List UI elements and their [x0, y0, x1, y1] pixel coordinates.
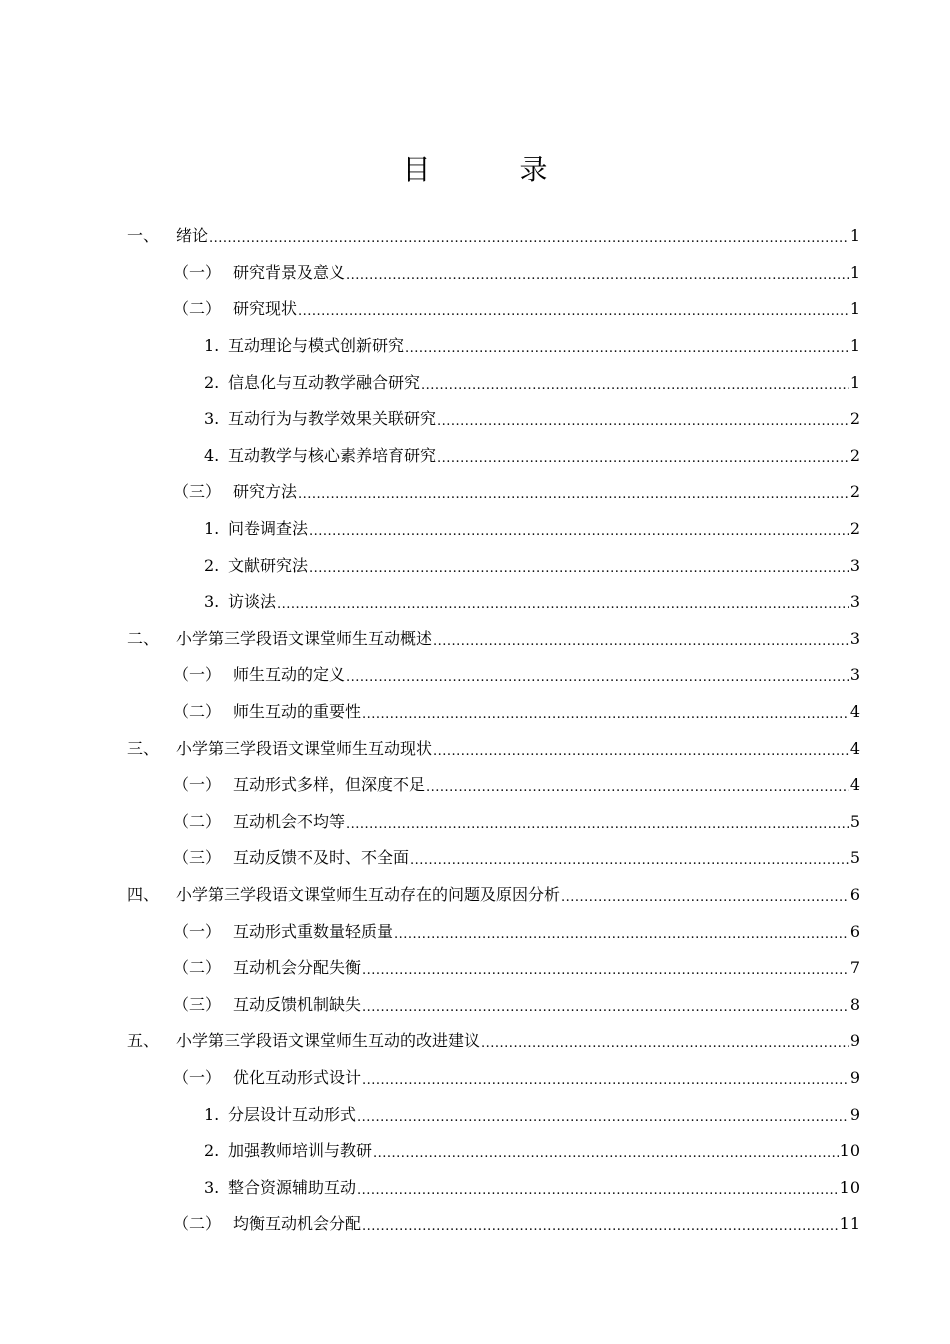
toc-entry[interactable] — [0, 840, 950, 877]
toc-entry-page-number: 11 — [839, 1214, 860, 1234]
toc-entry-label: 小学第三学段语文课堂师生互动存在的问题及原因分析 — [176, 884, 561, 904]
toc-entry-page-number: 6 — [849, 884, 860, 904]
toc-dot-leader — [561, 885, 849, 905]
toc-entry[interactable] — [0, 913, 950, 950]
toc-entry-number: 4. — [204, 445, 220, 465]
toc-entry-label: 绪论 — [176, 226, 209, 246]
toc-dot-leader — [405, 336, 849, 356]
toc-entry[interactable] — [0, 804, 950, 841]
toc-entry-label: 互动反馈机制缺失 — [233, 994, 362, 1014]
toc-entry-number: （二） — [173, 958, 222, 978]
toc-entry-page-number: 4 — [849, 738, 860, 758]
toc-entry-label: 互动机会不均等 — [233, 811, 346, 831]
toc-entry[interactable] — [0, 511, 950, 548]
toc-entry-number: 2. — [204, 555, 220, 575]
toc-entry[interactable] — [0, 657, 950, 694]
toc-entry-number: 1. — [204, 1104, 220, 1124]
toc-entry-page-number: 1 — [849, 262, 860, 282]
toc-entry-number: 3. — [204, 592, 220, 612]
toc-entry-label: 加强教师培训与教研 — [228, 1141, 373, 1161]
toc-entry-page-number: 2 — [849, 409, 860, 429]
toc-entry-number: 三、 — [127, 738, 160, 758]
toc-entry[interactable] — [0, 1060, 950, 1097]
toc-entry-label: 研究现状 — [233, 299, 298, 319]
toc-entry[interactable] — [0, 1206, 950, 1243]
toc-dot-leader — [362, 958, 849, 978]
toc-entry-page-number: 3 — [849, 628, 860, 648]
toc-entry-number: 2. — [204, 372, 220, 392]
toc-entry-label: 互动行为与教学效果关联研究 — [228, 409, 437, 429]
toc-entry-page-number: 4 — [849, 775, 860, 795]
toc-entry-page-number: 9 — [849, 1104, 860, 1124]
toc-entry[interactable] — [0, 986, 950, 1023]
toc-dot-leader — [277, 592, 849, 612]
toc-entry-page-number: 2 — [849, 445, 860, 465]
toc-dot-leader — [357, 1105, 849, 1125]
toc-dot-leader — [362, 702, 849, 722]
toc-entry-label: 小学第三学段语文课堂师生互动现状 — [176, 738, 433, 758]
toc-entry-number: （三） — [173, 482, 222, 502]
toc-entry-page-number: 10 — [839, 1177, 860, 1197]
toc-dot-leader — [309, 556, 849, 576]
toc-entry-number: （二） — [173, 1214, 222, 1234]
toc-entry-label: 优化互动形式设计 — [233, 1067, 362, 1087]
toc-entry[interactable] — [0, 255, 950, 292]
toc-entry[interactable] — [0, 1169, 950, 1206]
toc-entry[interactable] — [0, 401, 950, 438]
toc-entry-page-number: 2 — [849, 519, 860, 539]
toc-entry[interactable] — [0, 218, 950, 255]
toc-dot-leader — [481, 1031, 849, 1051]
toc-dot-leader — [298, 299, 849, 319]
toc-entry-page-number: 2 — [849, 482, 860, 502]
toc-dot-leader — [309, 519, 849, 539]
toc-dot-leader — [437, 409, 849, 429]
toc-entry[interactable] — [0, 767, 950, 804]
toc-entry[interactable] — [0, 694, 950, 731]
toc-entry-page-number: 3 — [849, 665, 860, 685]
toc-entry-page-number: 1 — [849, 336, 860, 356]
toc-entry-number: （二） — [173, 702, 222, 722]
toc-entry-number: （三） — [173, 994, 222, 1014]
toc-entry-number: （一） — [173, 1067, 222, 1087]
toc-entry-label: 研究方法 — [233, 482, 298, 502]
toc-entry-number: 1. — [204, 336, 220, 356]
toc-entry-number: （二） — [173, 299, 222, 319]
toc-entry[interactable] — [0, 328, 950, 365]
toc-entry[interactable] — [0, 877, 950, 914]
toc-dot-leader — [433, 629, 849, 649]
toc-entry-page-number: 8 — [849, 994, 860, 1014]
toc-entry-page-number: 3 — [849, 592, 860, 612]
toc-dot-leader — [357, 1178, 839, 1198]
toc-entry-page-number: 10 — [839, 1141, 860, 1161]
toc-entry-label: 互动机会分配失衡 — [233, 958, 362, 978]
toc-entry[interactable] — [0, 950, 950, 987]
toc-entry[interactable] — [0, 584, 950, 621]
toc-entry-page-number: 5 — [849, 848, 860, 868]
toc-entry-label: 整合资源辅助互动 — [228, 1177, 357, 1197]
toc-entry[interactable] — [0, 1023, 950, 1060]
toc-entry-number: （一） — [173, 665, 222, 685]
toc-dot-leader — [346, 263, 849, 283]
toc-dot-leader — [298, 482, 849, 502]
toc-entry-label: 访谈法 — [228, 592, 277, 612]
toc-entry-label: 互动教学与核心素养培育研究 — [228, 445, 437, 465]
toc-entry-number: （三） — [173, 848, 222, 868]
toc-entry[interactable] — [0, 547, 950, 584]
toc-dot-leader — [421, 373, 849, 393]
toc-entry-number: （二） — [173, 811, 222, 831]
toc-entry-label: 信息化与互动教学融合研究 — [228, 372, 421, 392]
toc-entry-number: （一） — [173, 262, 222, 282]
toc-dot-leader — [426, 775, 849, 795]
toc-entry-label: 小学第三学段语文课堂师生互动的改进建议 — [176, 1031, 481, 1051]
toc-dot-leader — [362, 1214, 839, 1234]
toc-entry-page-number: 4 — [849, 702, 860, 722]
toc-entry-label: 互动形式多样，但深度不足 — [233, 775, 426, 795]
toc-entry-number: 五、 — [127, 1031, 160, 1051]
toc-entry-page-number: 1 — [849, 372, 860, 392]
toc-entry-label: 研究背景及意义 — [233, 262, 346, 282]
toc-entry-label: 互动反馈不及时、不全面 — [233, 848, 410, 868]
toc-entry-label: 师生互动的定义 — [233, 665, 346, 685]
toc-entry-page-number: 1 — [849, 226, 860, 246]
toc-entry-number: 3. — [204, 1177, 220, 1197]
toc-entry-label: 分层设计互动形式 — [228, 1104, 357, 1124]
toc-dot-leader — [410, 848, 849, 868]
toc-entry[interactable] — [0, 621, 950, 658]
toc-dot-leader — [373, 1141, 839, 1161]
toc-entry[interactable] — [0, 1096, 950, 1133]
toc-entry-label: 互动理论与模式创新研究 — [228, 336, 405, 356]
toc-entry-page-number: 6 — [849, 921, 860, 941]
toc-entry-label: 文献研究法 — [228, 555, 309, 575]
toc-dot-leader — [346, 812, 849, 832]
toc-dot-leader — [362, 995, 849, 1015]
toc-entry[interactable] — [0, 730, 950, 767]
toc-entry-label: 问卷调查法 — [228, 519, 309, 539]
toc-entry-number: 四、 — [127, 884, 160, 904]
toc-dot-leader — [362, 1068, 849, 1088]
toc-entry[interactable] — [0, 1133, 950, 1170]
toc-entry-page-number: 3 — [849, 555, 860, 575]
toc-entry[interactable] — [0, 364, 950, 401]
toc-entry-number: 2. — [204, 1141, 220, 1161]
toc-entry-number: （一） — [173, 921, 222, 941]
toc-entry-page-number: 7 — [849, 958, 860, 978]
toc-entry-page-number: 9 — [849, 1031, 860, 1051]
toc-entry-page-number: 5 — [849, 811, 860, 831]
toc-entry-number: 一、 — [127, 226, 160, 246]
toc-entry[interactable] — [0, 438, 950, 475]
toc-entry[interactable] — [0, 474, 950, 511]
toc-dot-leader — [437, 446, 849, 466]
toc-entry-number: 1. — [204, 519, 220, 539]
toc-dot-leader — [394, 922, 849, 942]
toc-entry[interactable] — [0, 291, 950, 328]
toc-entry-label: 互动形式重数量轻质量 — [233, 921, 394, 941]
toc-entry-label: 师生互动的重要性 — [233, 702, 362, 722]
toc-dot-leader — [433, 739, 849, 759]
toc-title: 目 录 — [402, 153, 588, 186]
toc-entry-number: 二、 — [127, 628, 160, 648]
toc-entry-label: 均衡互动机会分配 — [233, 1214, 362, 1234]
toc-entry-number: 3. — [204, 409, 220, 429]
toc-entry-number: （一） — [173, 775, 222, 795]
toc-dot-leader — [209, 226, 849, 246]
toc-entry-page-number: 1 — [849, 299, 860, 319]
toc-entry-page-number: 9 — [849, 1067, 860, 1087]
toc-entry-label: 小学第三学段语文课堂师生互动概述 — [176, 628, 433, 648]
toc-list — [0, 218, 950, 1243]
toc-dot-leader — [346, 665, 849, 685]
